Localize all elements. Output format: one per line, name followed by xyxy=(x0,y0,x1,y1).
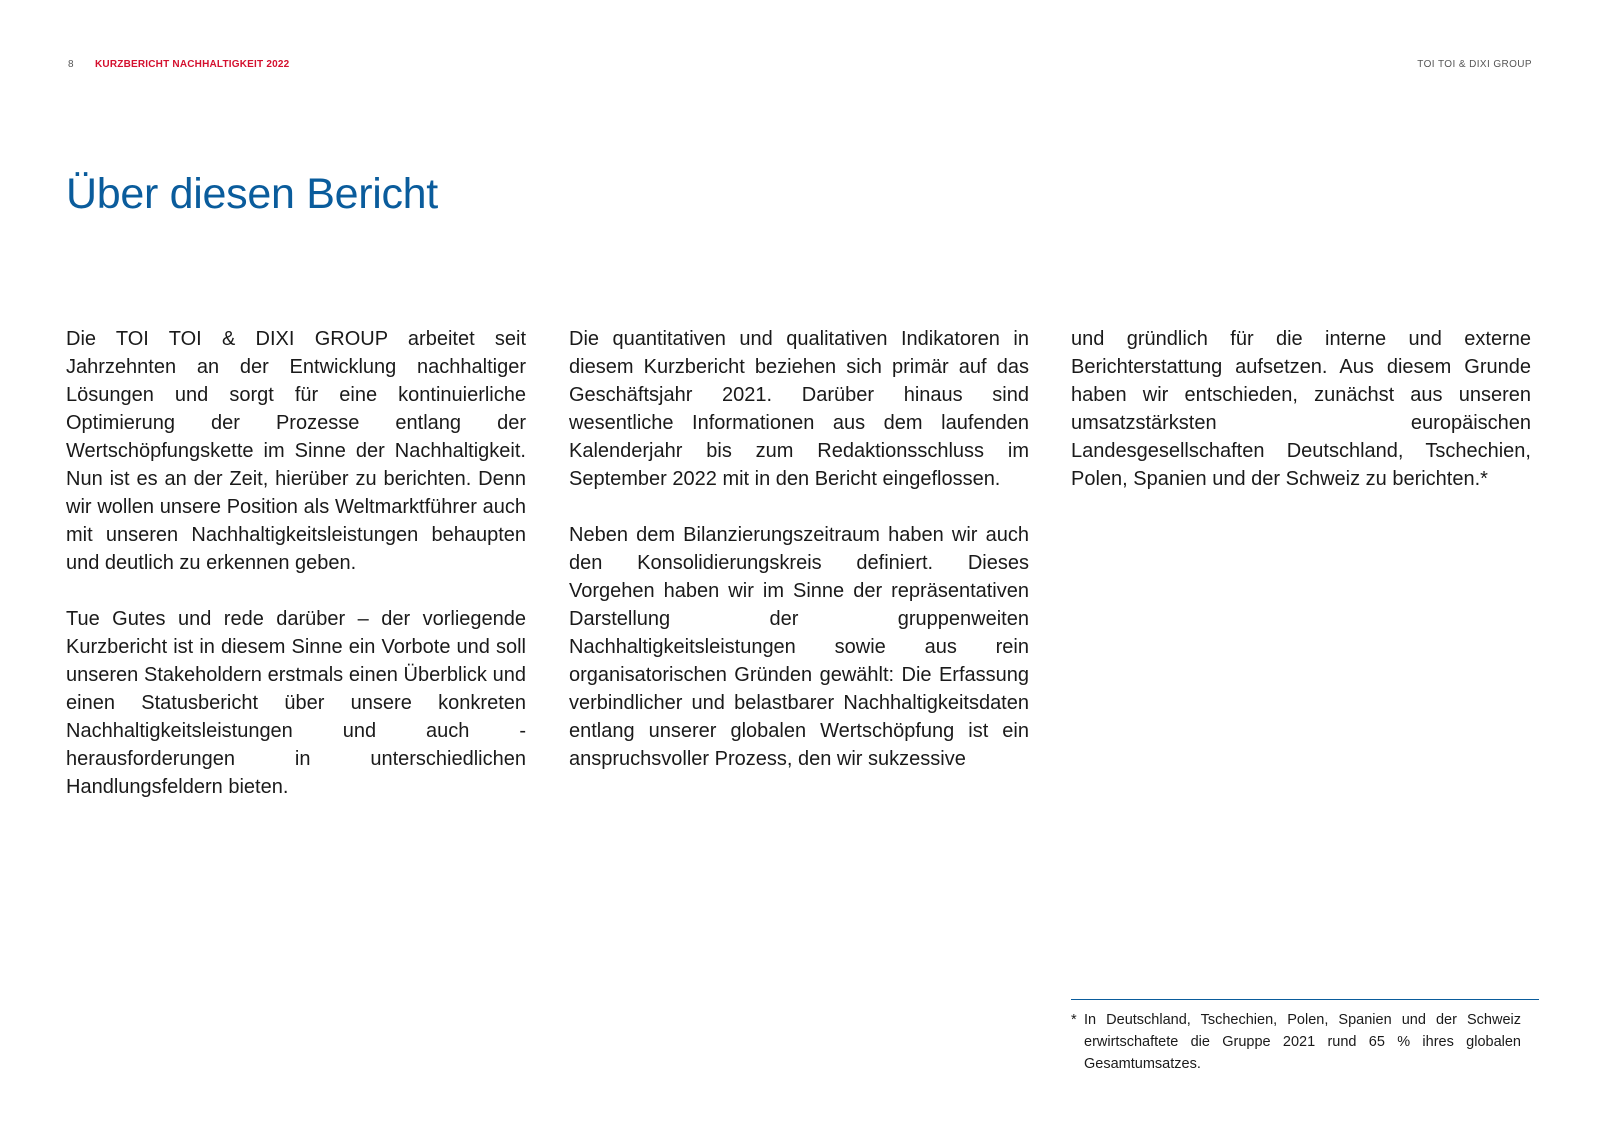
text-column-3 xyxy=(1071,325,1531,521)
text-column-2 xyxy=(569,325,1029,801)
paragraph: Tue Gutes und rede darüber – der vorliegende Kurzbericht ist in diesem Sinne ein Vorbote und soll unseren Stakeholdern erstmals einen Überblick und einen Statusbericht über unsere konkreten Nachhaltigkeitsleistungen und auch -herausforderungen in unterschiedlichen Handlungsfeldern bieten. xyxy=(66,608,526,798)
footnote-divider xyxy=(1071,999,1539,1000)
footnote xyxy=(1071,1009,1521,1075)
page-title: Über diesen Bericht xyxy=(66,170,438,218)
footnote-mark: * xyxy=(1071,1012,1077,1028)
paragraph: Die quantitativen und qualitativen Indikatoren in diesem Kurzbericht beziehen sich primär auf das Geschäftsjahr 2021. Darüber hinaus sind wesentliche Informationen aus dem laufenden Kalenderjahr bis zum Redaktionsschluss im September 2022 mit in den Bericht eingeflossen. xyxy=(569,328,1029,490)
paragraph: Neben dem Bilanzierungszeitraum haben wir auch den Konsolidierungskreis definiert. Dieses Vorgehen haben wir im Sinne der repräsentativen Darstellung der gruppenweiten Nachhaltigkeitsleistungen sowie aus rein organisatorischen Gründen gewählt: Die Erfassung verbindlicher und belastbarer Nachhaltigkeitsdaten entlang unserer globalen Wertschöpfung ist ein anspruchsvoller Prozess, den wir sukzessive xyxy=(569,524,1029,770)
text-column-1 xyxy=(66,325,526,829)
page-number: 8 xyxy=(68,59,74,70)
footnote-text: In Deutschland, Tschechien, Polen, Spanien und der Schweiz erwirtschaftete die Gruppe 2021 rund 65 % ihres globalen Gesamtumsatzes. xyxy=(1084,1012,1521,1072)
company-name: TOI TOI & DIXI GROUP xyxy=(1417,59,1532,70)
paragraph: Die TOI TOI & DIXI GROUP arbeitet seit Jahrzehnten an der Entwicklung nachhaltiger Lösungen und sorgt für eine kontinuierliche Optimierung der Prozesse entlang der Wertschöpfungskette im Sinne der Nachhaltigkeit. Nun ist es an der Zeit, hierüber zu berichten. Denn wir wollen unsere Position als Weltmarktführer auch mit unseren Nachhaltigkeitsleistungen behaupten und deutlich zu erkennen geben. xyxy=(66,328,526,574)
paragraph: und gründlich für die interne und externe Berichterstattung aufsetzen. Aus diesem Grunde haben wir entschieden, zunächst aus unseren umsatzstärksten europäischen Landesgesellschaften Deutschland, Tschechien, Polen, Spanien und der Schweiz zu berichten.* xyxy=(1071,328,1531,490)
report-title: KURZBERICHT NACHHALTIGKEIT 2022 xyxy=(95,59,290,70)
page-header xyxy=(68,59,1532,75)
